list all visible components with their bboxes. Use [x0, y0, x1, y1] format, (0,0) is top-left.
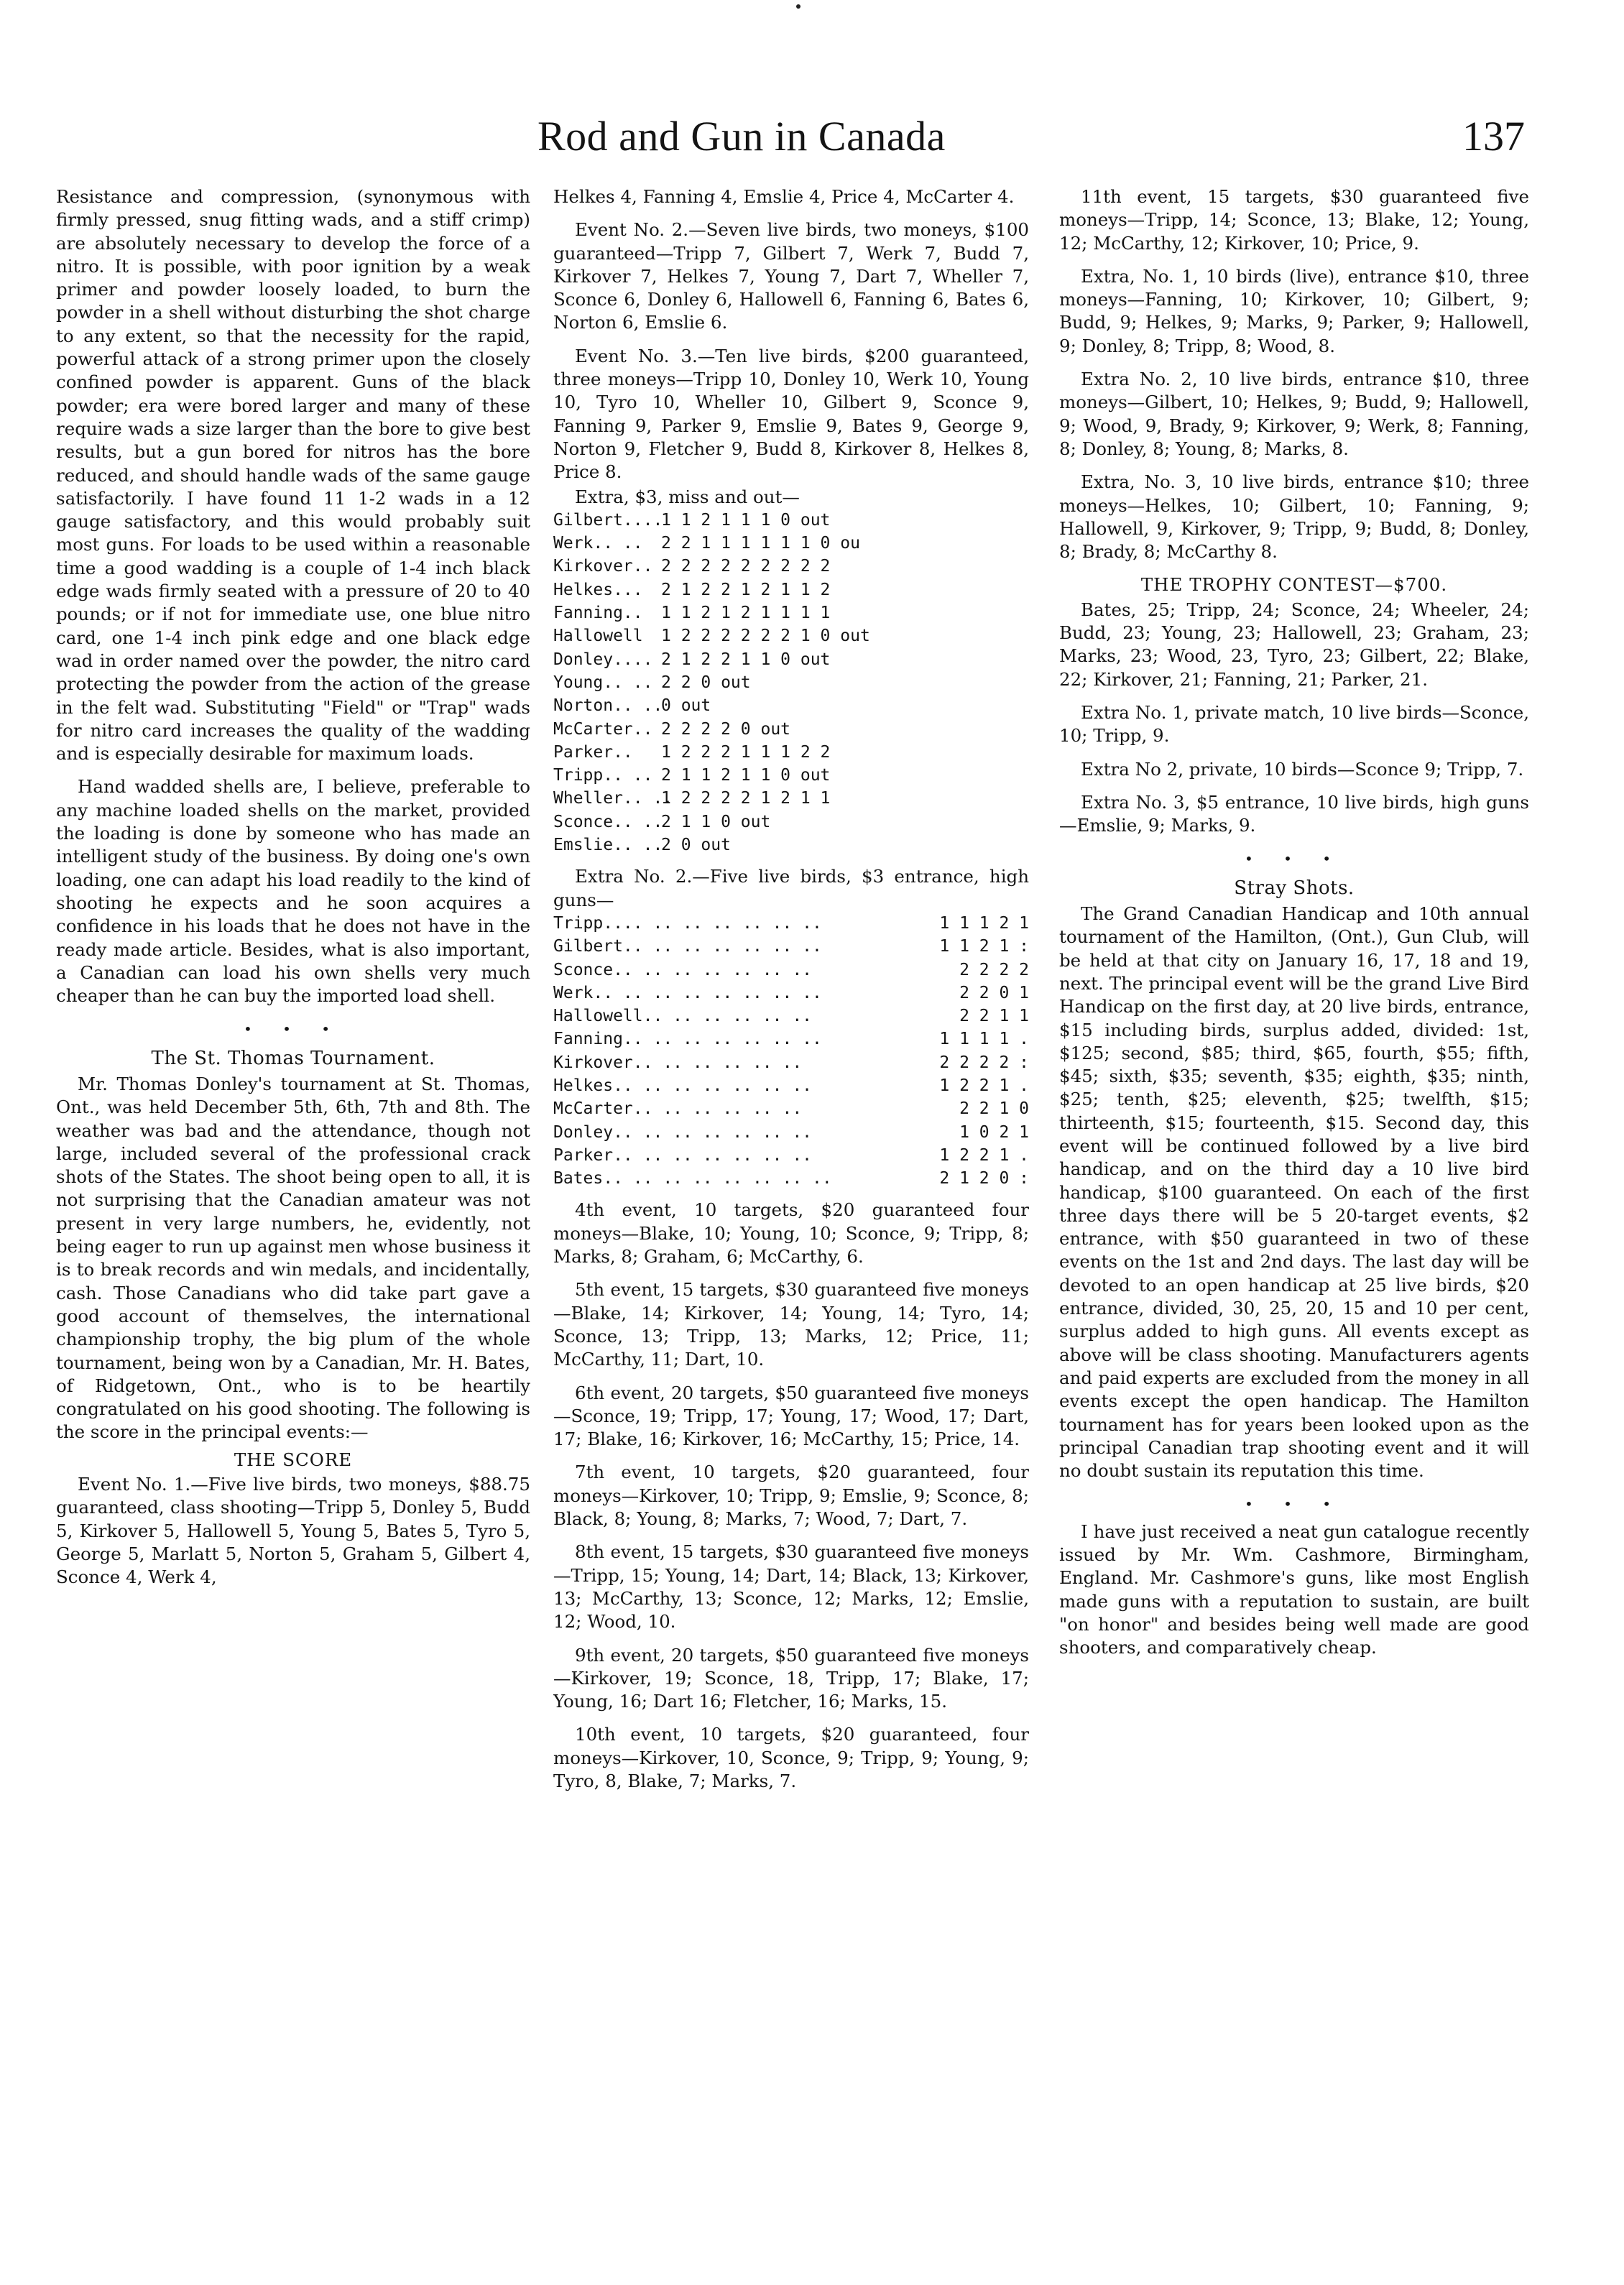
table-row — [553, 764, 1029, 787]
shooter-name: Sconce.. .. — [553, 812, 663, 831]
shooter-score: 1 2 2 1 . — [939, 1145, 1029, 1165]
paragraph: 8th event, 15 targets, $30 guaranteed five moneys—Tripp, 15; Young, 14; Dart, 14; Black, 13; Kirkover, 13; McCarthy, 13; Sconce, 12; Marks, 12; Emslie, 12; Wood, 10. — [553, 1541, 1029, 1633]
table-row — [553, 811, 1029, 834]
table-row — [553, 694, 1029, 717]
shooter-score: 2 2 0 out — [661, 673, 751, 692]
paragraph: 5th event, 15 targets, $30 guaranteed five moneys—Blake, 14; Kirkover, 14; Young, 14; Tyro, 14; Sconce, 13; Tripp, 13; Marks, 12; Price, 11; McCarthy, 11; Dart, 10. — [553, 1279, 1029, 1370]
page-number: 137 — [1462, 113, 1525, 160]
shooter-name: Young.. .. — [553, 673, 653, 692]
shooter-name: Fanning.. .. .. .. .. .. .. — [553, 1030, 822, 1049]
shooter-name: Parker.. .. .. .. .. .. .. — [553, 1145, 813, 1165]
shooter-score: 2 1 2 2 1 2 1 1 2 — [661, 580, 831, 599]
shooter-name: Fanning.. — [553, 604, 643, 623]
table-row — [553, 1144, 1029, 1167]
shooter-name: Wheller.. .. — [553, 789, 673, 808]
paragraph: I have just received a neat gun catalogue recently issued by Mr. Wm. Cashmore, Birmingham, England. Mr. Cashmore's guns, like most English made guns with a reputation to sustain, are built "on honor" and besides being well made are good shooters, and comparatively cheap. — [1059, 1520, 1529, 1658]
table-row — [553, 624, 1029, 647]
table-row — [553, 718, 1029, 741]
shooter-name: Donley.... — [553, 650, 653, 669]
table-row — [553, 1074, 1029, 1097]
paragraph: 10th event, 10 targets, $20 guaranteed, four moneys—Kirkover, 10, Sconce, 9; Tripp, 9; Young, 9; Tyro, 8, Blake, 7; Marks, 7. — [553, 1724, 1029, 1791]
paragraph: Bates, 25; Tripp, 24; Sconce, 24; Wheeler, 24; Budd, 23; Young, 23; Hallowell, 23; Graham, 23; Marks, 23; Wood, 23, Tyro, 23; Gilbert, 22; Blake, 22; Kirkover, 21; Fanning, 21; Parker, 21. — [1059, 599, 1529, 690]
subheading: THE SCORE — [234, 1449, 353, 1470]
paragraph: Extra No. 3, $5 entrance, 10 live birds, high guns—Emslie, 9; Marks, 9. — [1059, 791, 1529, 836]
section-heading: Stray Shots. — [1234, 877, 1355, 899]
shooter-score: 1 2 2 2 2 1 2 1 1 — [661, 789, 831, 808]
subheading: THE TROPHY CONTEST—$700. — [1140, 574, 1448, 596]
section-separator: • • • — [243, 1020, 343, 1038]
shooter-name: Parker.. — [553, 742, 633, 762]
shooter-name: Gilbert.. .. .. .. .. .. .. — [553, 937, 822, 956]
shooter-name: Tripp.... .. .. .. .. .. .. — [553, 913, 822, 933]
table-row — [553, 1121, 1029, 1144]
shooter-score: 2 1 1 2 1 1 0 out — [661, 766, 831, 785]
table-row — [553, 1005, 1029, 1028]
paragraph: 7th event, 10 targets, $20 guaranteed, four moneys—Kirkover, 10; Tripp, 9; Emslie, 9; Sconce, 8; Black, 8; Young, 8; Marks, 7; Wood, 7; Dart, 7. — [553, 1462, 1029, 1530]
shooter-score: 1 1 1 2 1 — [939, 913, 1029, 933]
table-row — [553, 555, 1029, 578]
shooter-name: Donley.. .. .. .. .. .. .. — [553, 1122, 813, 1142]
paragraph: Extra, $3, miss and out— — [575, 486, 800, 507]
shooter-score: 2 1 2 0 : — [939, 1169, 1029, 1188]
table-row — [553, 1097, 1029, 1120]
shooter-score: 1 1 2 1 1 1 0 out — [661, 510, 831, 530]
shooter-name: Kirkover.. .. .. .. .. .. — [553, 1053, 803, 1072]
shooter-score: 2 2 1 0 — [959, 1099, 1029, 1119]
paragraph: Hand wadded shells are, I believe, preferable to any machine loaded shells on the market, provided the loading is done by someone who has made an intelligent study of the business. By doing one's own loading, one can adapt his load readily to the kind of shooting he expects and he soon acquires a confidence in his loads that he does not have in the ready made article. Besides, what is also important, a Canadian can load his own shells very much cheaper than he can buy the imported load shell. — [56, 776, 530, 1007]
running-title: Rod and Gun in Canada — [538, 113, 946, 160]
page-header — [0, 108, 1624, 172]
shooter-score: 2 2 2 2 0 out — [661, 719, 791, 739]
shooter-name: Werk.. .. .. .. .. .. .. .. — [553, 983, 822, 1002]
column-left — [56, 185, 530, 2255]
shooter-name: Kirkover.. — [553, 557, 653, 576]
shooter-name: Helkes... — [553, 580, 643, 599]
table-row — [553, 671, 1029, 694]
shooter-score: 2 2 2 2 — [959, 960, 1029, 979]
table-row — [553, 959, 1029, 982]
shooter-score: 2 2 2 2 2 2 2 2 2 — [661, 557, 831, 576]
shooter-score: 2 2 0 1 — [959, 983, 1029, 1002]
paragraph: Extra No. 2, 10 live birds, entrance $10, three moneys—Gilbert, 10; Helkes, 9; Budd, 9; Hallowell, 9; Wood, 9, Brady, 9; Kirkover, 9; Werk, 8; Fanning, 8; Donley, 8; Young, 8; Marks, 8. — [1059, 369, 1529, 459]
paragraph: Extra No 2, private, 10 birds—Sconce 9; Tripp, 7. — [1081, 758, 1524, 780]
paragraph: 9th event, 20 targets, $50 guaranteed five moneys—Kirkover, 19; Sconce, 18, Tripp, 17; Blake, 17; Young, 16; Dart 16; Fletcher, 16; Marks, 15. — [553, 1644, 1029, 1712]
paragraph: Resistance and compression, (synonymous with firmly pressed, snug fitting wads, and a stiff crimp) are absolutely necessary to develop the force of a nitro. It is possible, with poor ignition by a weak primer and powder loosely loaded, to burn the powder in a shell without disturbing the shot charge to any extent, so that the necessity for the rapid, powerful attack of a strong primer upon the closely confined powder is apparent. Guns of the black powder; era were bored larger and many of these require wads a size larger than the bore to give best results, but a gun bored for nitros has the bore reduced, and should handle wads of the same gauge satisfactorily. I have found 11 1-2 wads in a 12 gauge satisfactory, and this would probably suit most guns. For loads to be used within a reasonable time a good wadding is a couple of 1-4 inch black edge wads firmly seated with a pressure of 20 to 40 pounds; or if not for immediate use, one blue nitro card, one 1-4 inch pink edge and one black edge wad in order named over the powder, the nitro card protecting the powder from the action of the grease in the felt wad. Substituting "Field" or "Trap" wads for nitro card increases the quality of the wadding and is especially desirable for maximum loads. — [56, 186, 530, 765]
paragraph: The Grand Canadian Handicap and 10th annual tournament of the Hamilton, (Ont.), Gun Club, will be held at that city on January 16, 17, 18 and 19, next. The principal event will be the grand Live Bird Handicap on the first day, at 20 live birds, entrance, $15 including birds, surplus added, divided: 1st, $125; second, $85; third, $65, fourth, $55; fifth, $45; sixth, $35; seventh, $35; eighth, $35; ninth, $25; tenth, $25; eleventh, $25; twelfth, $15; thirteenth, $15; fourteenth, $15. Second day, this event will be continued followed by a live bird handicap, and on the third day a 10 live bird handicap, $100 guaranteed. On each of the first three days there will be 5 20-target events, $2 entrance, with $50 guaranteed in two of these events on the 1st and 2nd days. The last day will be devoted to an open handicap at 25 live birds, $20 entrance, divided, 30, 25, 20, 15 and 10 per cent, surplus added to high guns. All events except as above will be class shooting. Manufacturers agents and paid experts are excluded from the money in all events except the open handicap. The Hamilton tournament has for years been looked upon as the principal Canadian trap shooting event and it will no doubt sustain its reputation this time. — [1059, 903, 1529, 1482]
shooter-score: 2 2 1 1 1 1 1 1 0 ou — [661, 534, 860, 553]
table-row — [553, 935, 1029, 958]
shooter-score: 2 2 2 2 : — [939, 1053, 1029, 1072]
paragraph: Extra No. 1, private match, 10 live birds—Sconce, 10; Tripp, 9. — [1059, 701, 1529, 747]
shooter-score: 0 out — [661, 696, 711, 716]
paragraph: 6th event, 20 targets, $50 guaranteed five moneys—Sconce, 19; Tripp, 17; Young, 17; Wood, 17; Dart, 17; Blake, 16; Kirkover, 16; McCarthy, 15; Price, 14. — [553, 1382, 1029, 1450]
shooter-name: McCarter.. — [553, 719, 653, 739]
shooter-score: 1 1 1 1 . — [939, 1030, 1029, 1049]
table-row — [553, 912, 1029, 935]
table-row — [553, 787, 1029, 810]
shooter-name: Emslie.. .. — [553, 836, 663, 855]
table-row — [553, 648, 1029, 671]
table-row — [553, 601, 1029, 624]
section-separator: • • • — [1244, 1495, 1344, 1513]
stray-dot — [796, 4, 801, 9]
paragraph: 4th event, 10 targets, $20 guaranteed four moneys—Blake, 10; Young, 10; Sconce, 9; Tripp, 8; Marks, 8; Graham, 6; McCarthy, 6. — [553, 1199, 1029, 1268]
shooter-name: Helkes.. .. .. .. .. .. .. — [553, 1076, 813, 1095]
paragraph: Event No. 1.—Five live birds, two moneys, $88.75 guaranteed, class shooting—Tripp 5, Donley 5, Budd 5, Kirkover 5, Hallowell 5, Young 5, Bates 5, Tyro 5, George 5, Marlatt 5, Norton 5, Graham 5, Gilbert 4, Sconce 4, Werk 4, — [56, 1474, 530, 1588]
shooter-name: Bates.. .. .. .. .. .. .. .. — [553, 1169, 832, 1188]
shooter-score: 1 2 2 1 . — [939, 1076, 1029, 1095]
paragraph: Extra, No. 1, 10 birds (live), entrance $10, three moneys—Fanning, 10; Kirkover, 10; Gilbert, 9; Budd, 9; Helkes, 9; Marks, 9; Parker, 9; Hallowell, 9; Donley, 8; Tripp, 8; Wood, 8. — [1059, 265, 1529, 356]
shooter-score: 1 0 2 1 — [959, 1122, 1029, 1142]
shooter-name: Hallowell.. .. .. .. .. .. — [553, 1007, 813, 1026]
column-middle — [553, 185, 1029, 2255]
miss-and-out-table — [553, 509, 1029, 857]
paragraph: Mr. Thomas Donley's tournament at St. Thomas, Ont., was held December 5th, 6th, 7th and 8th. The weather was bad and the attendance, though not large, included several of the professional crack shots of the States. The shoot being open to all, it is not surprising that the Canadian amateur was not present in very large numbers, he, evidently, not being eager to run up against men whose business it is to break records and win medals, and incidentally, cash. Those Canadians who did take part gave a good account of themselves, the international championship trophy, the big plum of the whole tournament, being won by a Canadian, Mr. H. Bates, of Ridgetown, Ont., who is to be heartily congratulated on his good shooting. The following is the score in the principal events:— — [56, 1073, 530, 1443]
paragraph: 11th event, 15 targets, $30 guaranteed five moneys—Tripp, 14; Sconce, 13; Blake, 12; Young, 12; McCarthy, 12; Kirkover, 10; Price, 9. — [1059, 186, 1529, 254]
high-guns-table — [553, 912, 1029, 1191]
shooter-score: 2 1 1 0 out — [661, 812, 771, 831]
table-row — [553, 834, 1029, 857]
paragraph: Helkes 4, Fanning 4, Emslie 4, Price 4, McCarter 4. — [553, 186, 1015, 207]
section-heading: The St. Thomas Tournament. — [151, 1047, 435, 1069]
table-row — [553, 578, 1029, 601]
table-row — [553, 532, 1029, 555]
shooter-score: 1 1 2 1 2 1 1 1 1 — [661, 604, 831, 623]
table-row — [553, 1028, 1029, 1051]
shooter-score: 2 0 out — [661, 836, 731, 855]
shooter-name: Norton.. .. — [553, 696, 663, 716]
column-right — [1059, 185, 1529, 2255]
paragraph: Event No. 2.—Seven live birds, two moneys, $100 guaranteed—Tripp 7, Gilbert 7, Werk 7, Budd 7, Kirkover 7, Helkes 7, Young 7, Dart 7, Wheller 7, Sconce 6, Donley 6, Hallowell 6, Fanning 6, Bates 6, Norton 6, Emslie 6. — [553, 219, 1029, 333]
shooter-score: 1 2 2 2 1 1 1 2 2 — [661, 742, 831, 762]
shooter-score: 1 1 2 1 : — [939, 937, 1029, 956]
shooter-name: Gilbert.... — [553, 510, 663, 530]
shooter-name: McCarter.. .. .. .. .. .. — [553, 1099, 803, 1119]
paragraph: Extra, No. 3, 10 live birds, entrance $10; three moneys—Helkes, 10; Gilbert, 10; Fanning, 9; Hallowell, 9, Kirkover, 9; Tripp, 9; Budd, 8; Donley, 8; Brady, 8; McCarthy 8. — [1059, 471, 1529, 563]
shooter-score: 2 2 1 1 — [959, 1007, 1029, 1026]
shooter-score: 2 1 2 2 1 1 0 out — [661, 650, 831, 669]
paragraph: Extra No. 2.—Five live birds, $3 entrance, high guns— — [553, 866, 1029, 910]
table-row — [553, 509, 1029, 532]
shooter-name: Werk.. .. — [553, 534, 643, 553]
paragraph: Event No. 3.—Ten live birds, $200 guaranteed, three moneys—Tripp 10, Donley 10, Werk 10, Young 10, Tyro 10, Wheller 10, Gilbert 9, Sconce 9, Fanning 9, Parker 9, Emslie 9, Bates 9, George 9, Norton 9, Fletcher 9, Budd 8, Kirkover 8, Helkes 8, Price 8. — [553, 345, 1029, 483]
shooter-name: Sconce.. .. .. .. .. .. .. — [553, 960, 813, 979]
shooter-score: 1 2 2 2 2 2 2 1 0 out — [661, 627, 870, 646]
table-row — [553, 1051, 1029, 1074]
table-row — [553, 1167, 1029, 1190]
shooter-name: Tripp.. .. — [553, 766, 653, 785]
table-row — [553, 741, 1029, 764]
section-separator: • • • — [1244, 850, 1344, 868]
table-row — [553, 982, 1029, 1005]
shooter-name: Hallowell — [553, 627, 643, 646]
